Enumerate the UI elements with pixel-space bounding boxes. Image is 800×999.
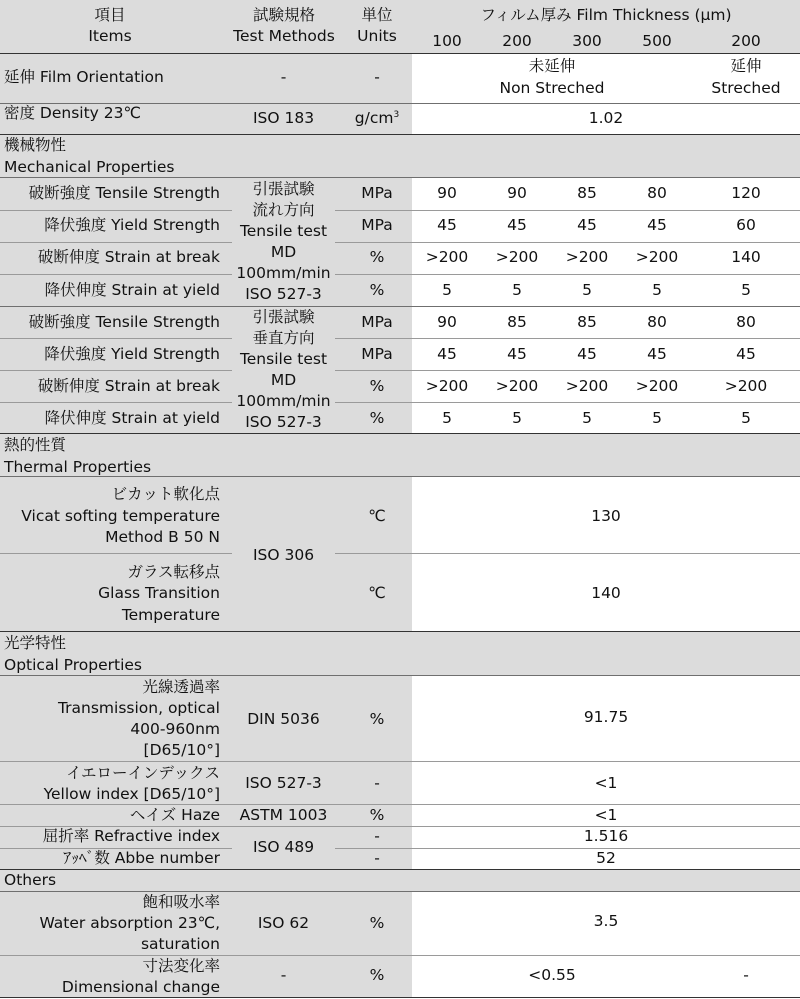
vicat-line: ビカット軟化点 [111, 485, 220, 503]
rule [0, 433, 800, 434]
thermal-section-en: Thermal Properties [4, 458, 152, 476]
header-method-jp: 試験規格 [252, 6, 315, 24]
td-row-value: 45 [507, 345, 527, 363]
transmission-method: DIN 5036 [247, 710, 320, 728]
td-method-line: Tensile test [239, 350, 328, 368]
header-items-jp: 項目 [94, 6, 126, 24]
md-row-value: 5 [741, 281, 751, 299]
yellow-unit: - [374, 774, 380, 792]
md-row-value: 5 [512, 281, 522, 299]
md-row-value: 5 [582, 281, 592, 299]
rule [335, 210, 800, 211]
md-row-label: 破断強度 Tensile Strength [28, 184, 220, 202]
vicat-value: 130 [591, 507, 621, 525]
td-row-value: 85 [577, 313, 597, 331]
td-method-line: 100mm/min [236, 392, 331, 410]
dimensional-value: <0.55 [528, 966, 576, 984]
yellow-value: <1 [594, 774, 618, 792]
td-row-value: 5 [512, 409, 522, 427]
vicat-line: Method B 50 N [105, 528, 220, 546]
refractive-value: 1.516 [583, 827, 629, 845]
orientation-str-jp: 延伸 [730, 57, 762, 75]
md-row-value: 120 [731, 184, 761, 202]
transmission-line: 400-960nm [130, 720, 220, 738]
td-method-line: ISO 527-3 [245, 413, 322, 431]
td-row-value: 80 [736, 313, 756, 331]
water-line: saturation [140, 935, 220, 953]
water-line: 飽和吸水率 [142, 893, 220, 911]
md-row-unit: % [369, 281, 385, 299]
haze-method: ASTM 1003 [239, 806, 328, 824]
density-unit-base: g/cm [354, 109, 394, 127]
transmission-value: 91.75 [583, 708, 629, 726]
mechanical-section-en: Mechanical Properties [4, 158, 175, 176]
td-row-value: 45 [736, 345, 756, 363]
md-row-value: 80 [647, 184, 667, 202]
rule [0, 370, 232, 371]
yellow-line: Yellow index [D65/10°] [43, 785, 220, 803]
thickness-300: 300 [572, 32, 602, 50]
yellow-method: ISO 527-3 [245, 774, 322, 792]
md-row-value: >200 [495, 248, 539, 266]
dimensional-value-streched: - [743, 966, 749, 984]
rule [0, 242, 232, 243]
md-row-value: 90 [437, 184, 457, 202]
others-section-shade [0, 870, 800, 892]
transmission-line: [D65/10°] [143, 741, 220, 759]
md-method-line: 100mm/min [236, 264, 331, 282]
md-row-label: 破断伸度 Strain at break [37, 248, 220, 266]
rule [0, 631, 800, 632]
td-row-value: 45 [577, 345, 597, 363]
header-method-en: Test Methods [233, 27, 335, 45]
md-method-line: 流れ方向 [252, 201, 315, 219]
td-row-label: 破断強度 Tensile Strength [28, 313, 220, 331]
rule [335, 242, 800, 243]
md-method-line: 引張試験 [252, 180, 315, 198]
mechanical-section-jp: 機械物性 [4, 136, 67, 154]
glass-value: 140 [591, 584, 621, 602]
orientation-str-en: Streched [711, 79, 781, 97]
refractive-unit: - [374, 827, 380, 845]
td-row-value: 85 [507, 313, 527, 331]
md-row-value: >200 [635, 248, 679, 266]
md-row-value: >200 [565, 248, 609, 266]
thickness-500: 500 [642, 32, 672, 50]
md-method-line: MD [270, 243, 297, 261]
thermal-method: ISO 306 [252, 546, 315, 564]
md-row-value: 85 [577, 184, 597, 202]
md-row-label: 降伏伸度 Strain at yield [44, 281, 220, 299]
td-row-unit: MPa [361, 313, 393, 331]
td-row-value: >200 [635, 377, 679, 395]
md-row-value: 5 [442, 281, 452, 299]
density-unit [345, 108, 409, 130]
haze-unit: % [369, 806, 385, 824]
density-unit-sup: 3 [393, 110, 400, 120]
md-row-unit: % [369, 248, 385, 266]
td-row-value: 5 [442, 409, 452, 427]
td-row-value: >200 [425, 377, 469, 395]
md-method-line: ISO 527-3 [245, 285, 322, 303]
md-row-unit: MPa [361, 216, 393, 234]
md-row-value: 90 [507, 184, 527, 202]
td-row-value: 45 [437, 345, 457, 363]
md-row-value: 140 [731, 248, 761, 266]
orientation-unit: - [374, 68, 380, 86]
md-row-value: 5 [652, 281, 662, 299]
density-label: 密度 Density 23℃ [4, 104, 141, 122]
optical-section-en: Optical Properties [4, 656, 143, 674]
md-row-value: 45 [577, 216, 597, 234]
yellow-line: イエローインデックス [66, 764, 220, 782]
orientation-method: - [280, 68, 287, 86]
thickness-200-streched: 200 [731, 32, 761, 50]
md-row-unit: MPa [361, 184, 393, 202]
rule [0, 306, 800, 307]
orientation-label: 延伸 Film Orientation [4, 68, 164, 86]
dimensional-unit: % [369, 966, 385, 984]
water-line: Water absorption 23℃, [39, 914, 220, 932]
transmission-line: 光線透過率 [142, 678, 220, 696]
header-units-en: Units [357, 27, 397, 45]
rule [0, 338, 232, 339]
td-method-line: 垂直方向 [252, 329, 315, 347]
abbe-value: 52 [596, 849, 616, 867]
glass-line: ガラス転移点 [127, 563, 220, 581]
rule [0, 134, 800, 135]
dimensional-line: 寸法変化率 [142, 957, 220, 975]
others-section: Others [4, 871, 57, 889]
td-row-value: 45 [647, 345, 667, 363]
abbe-label: ｱｯﾍﾞ数 Abbe number [63, 849, 220, 867]
td-row-value: 5 [582, 409, 592, 427]
td-row-label: 破断伸度 Strain at break [37, 377, 220, 395]
td-row-unit: % [369, 409, 385, 427]
td-row-value: 5 [741, 409, 751, 427]
glass-unit: ℃ [368, 584, 386, 602]
td-row-label: 降伏強度 Yield Strength [44, 345, 220, 363]
optical-section-jp: 光学特性 [4, 634, 67, 652]
water-value: 3.5 [593, 912, 619, 930]
vicat-line: Vicat softing temperature [21, 507, 220, 525]
water-unit: % [369, 914, 385, 932]
dimensional-line: Dimensional change [61, 978, 220, 996]
haze-label: ヘイズ Haze [129, 806, 220, 824]
td-row-value: >200 [565, 377, 609, 395]
thickness-100: 100 [432, 32, 462, 50]
haze-value: <1 [594, 806, 618, 824]
td-row-label: 降伏伸度 Strain at yield [44, 409, 220, 427]
header-items-en: Items [88, 27, 132, 45]
abbe-unit: - [374, 849, 380, 867]
rule [335, 370, 800, 371]
rule [335, 274, 800, 275]
md-row-value: 45 [437, 216, 457, 234]
td-method-line: MD [270, 371, 297, 389]
rule [335, 338, 800, 339]
header-units-jp: 単位 [361, 6, 393, 24]
md-row-value: 45 [647, 216, 667, 234]
td-row-unit: % [369, 377, 385, 395]
td-row-value: >200 [495, 377, 539, 395]
thickness-200: 200 [502, 32, 532, 50]
td-row-value: 90 [437, 313, 457, 331]
water-method: ISO 62 [257, 914, 310, 932]
rule [0, 553, 232, 554]
md-row-value: 60 [736, 216, 756, 234]
td-row-value: 5 [652, 409, 662, 427]
refractive-label: 屈折率 Refractive index [42, 827, 220, 845]
glass-line: Temperature [121, 606, 220, 624]
dimensional-method: - [280, 966, 287, 984]
md-row-value: 45 [507, 216, 527, 234]
orientation-non-en: Non Streched [499, 79, 605, 97]
rule [0, 53, 800, 54]
vicat-unit: ℃ [368, 507, 386, 525]
density-method: ISO 183 [252, 109, 315, 127]
transmission-line: Transmission, optical [57, 699, 220, 717]
refractive-abbe-method: ISO 489 [252, 838, 315, 856]
td-row-value: >200 [724, 377, 768, 395]
rule [335, 402, 800, 403]
md-row-value: >200 [425, 248, 469, 266]
glass-line: Glass Transition [98, 584, 220, 602]
rule [0, 210, 232, 211]
rule [0, 274, 232, 275]
rule [0, 402, 232, 403]
density-value: 1.02 [588, 109, 624, 127]
td-row-unit: MPa [361, 345, 393, 363]
rule [335, 553, 800, 554]
transmission-unit: % [369, 710, 385, 728]
td-method-line: 引張試験 [252, 308, 315, 326]
header-thickness-title: フィルム厚み Film Thickness (μm) [480, 6, 732, 24]
md-method-line: Tensile test [239, 222, 328, 240]
td-row-value: 80 [647, 313, 667, 331]
thermal-section-jp: 熱的性質 [4, 436, 67, 454]
md-row-label: 降伏強度 Yield Strength [44, 216, 220, 234]
orientation-non-jp: 未延伸 [528, 57, 576, 75]
